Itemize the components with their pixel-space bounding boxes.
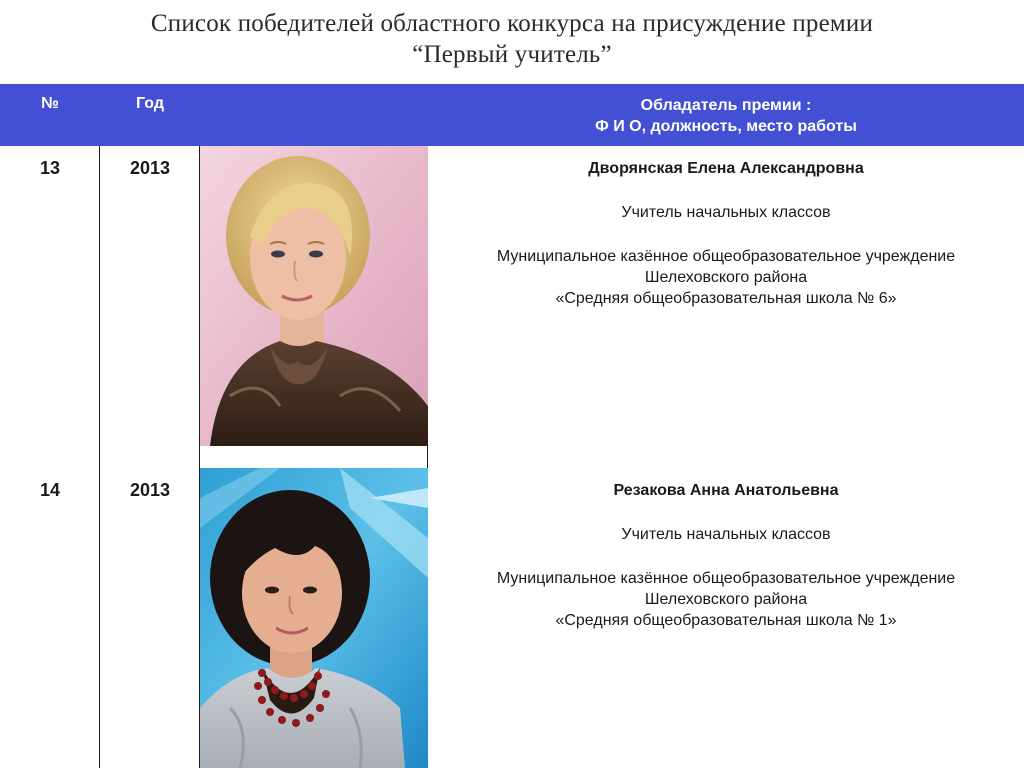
winner-position: Учитель начальных классов [621,526,831,543]
organization-line-3: «Средняя общеобразовательная школа № 6» [555,290,897,307]
header-number: № [41,95,59,112]
organization-line-3: «Средняя общеобразовательная школа № 1» [555,612,897,629]
row-year: 2013 [129,158,171,178]
table-header [0,84,1024,146]
row-year: 2013 [129,480,171,500]
organization-line-1: Муниципальное казённое общеобразовательное учреждение [496,570,956,587]
header-winner [428,95,1024,157]
page-title-line-1: Список победителей областного конкурса на присуждение премии [150,10,874,37]
winner-organization [428,568,1024,631]
winner-photo [200,146,428,446]
winner-info [428,158,1024,309]
page-title-line-2: “Первый учитель” [412,41,612,68]
column-divider [99,146,100,768]
winner-name: Резакова Анна Анатольевна [613,482,839,499]
row-number: 14 [39,480,61,500]
winner-position: Учитель начальных классов [621,204,831,221]
organization-line-2: Шелеховского района [644,269,808,286]
row-number: 13 [39,158,61,178]
organization-line-2: Шелеховского района [644,591,808,608]
organization-line-1: Муниципальное казённое общеобразовательное учреждение [496,248,956,265]
winner-organization [428,246,1024,309]
page-title [0,8,1024,70]
header-winner-line-2: Ф И О, должность, место работы [595,118,857,135]
header-year: Год [136,95,164,112]
winner-name: Дворянская Елена Александровна [588,160,864,177]
winner-info [428,480,1024,631]
header-winner-line-1: Обладатель премии : [640,97,812,114]
winner-photo [200,468,428,768]
